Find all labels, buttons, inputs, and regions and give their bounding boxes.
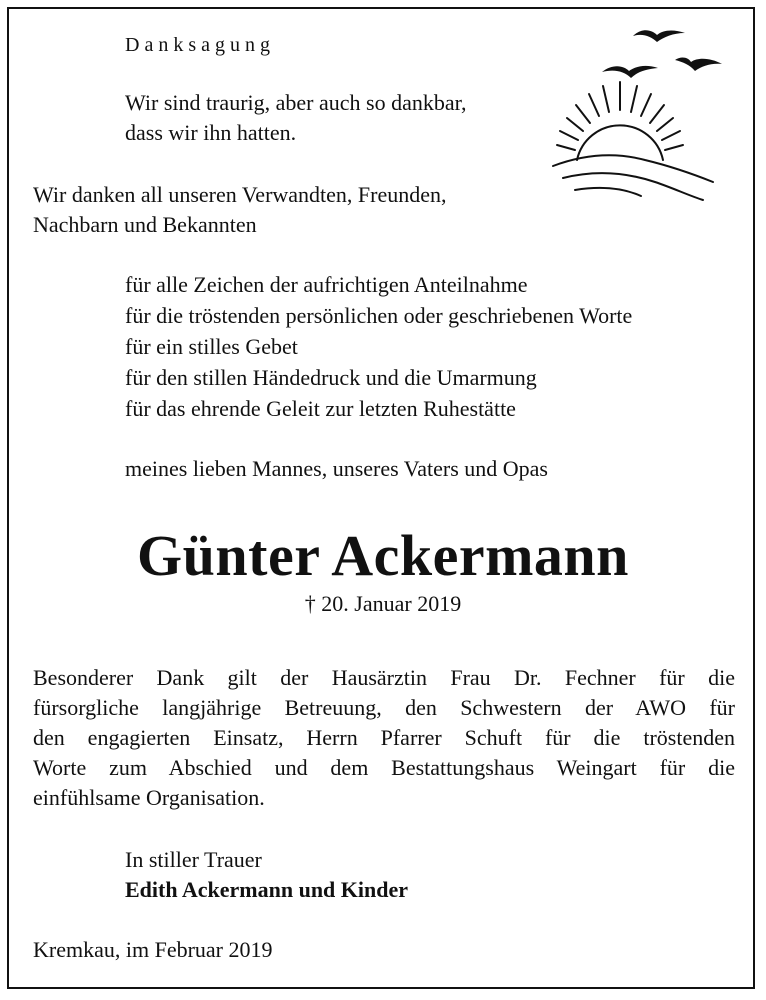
special-thanks-line: Besonderer Dank gilt der Hausärztin Frau Dr. Fechner für die (33, 665, 735, 690)
heading: Danksagung (125, 34, 275, 56)
sunset-with-birds-icon (545, 20, 740, 210)
thanks-for-item: für den stillen Händedruck und die Umarmung (125, 365, 537, 390)
thanks-for-item: für alle Zeichen der aufrichtigen Anteilnahme (125, 272, 528, 297)
special-thanks-line: Worte zum Abschied und dem Bestattungshaus Weingart für die (33, 755, 735, 780)
place-and-date: Kremkau, im Februar 2019 (33, 937, 273, 962)
death-date: † 20. Januar 2019 (304, 591, 462, 616)
intro-line-2: dass wir ihn hatten. (125, 120, 297, 145)
thanks-for-item: für das ehrende Geleit zur letzten Ruhestätte (125, 396, 516, 421)
birds-icon (602, 30, 722, 78)
intro-line-1: Wir sind traurig, aber auch so dankbar, (125, 90, 467, 115)
hills-icon (553, 155, 713, 200)
thanks-to-line-1: Wir danken all unseren Verwandten, Freunden, (33, 182, 447, 207)
thanks-for-item: für die tröstenden persönlichen oder geschriebenen Worte (125, 303, 633, 328)
special-thanks-line: den engagierten Einsatz, Herrn Pfarrer Schuft für die tröstenden (33, 725, 735, 750)
mourning-phrase: In stiller Trauer (125, 847, 262, 872)
special-thanks-line: einfühlsame Organisation. (33, 785, 265, 810)
signatories: Edith Ackermann und Kinder (125, 877, 409, 902)
special-thanks-line: fürsorgliche langjährige Betreuung, den Schwestern der AWO für (33, 695, 735, 720)
sun-icon (557, 82, 683, 160)
deceased-name: Günter Ackermann (137, 523, 629, 588)
special-thanks-paragraph (33, 663, 735, 813)
thanks-for-item: für ein stilles Gebet (125, 334, 298, 359)
thanks-to-line-2: Nachbarn und Bekannten (33, 212, 257, 237)
relation-line: meines lieben Mannes, unseres Vaters und Opas (125, 456, 548, 481)
